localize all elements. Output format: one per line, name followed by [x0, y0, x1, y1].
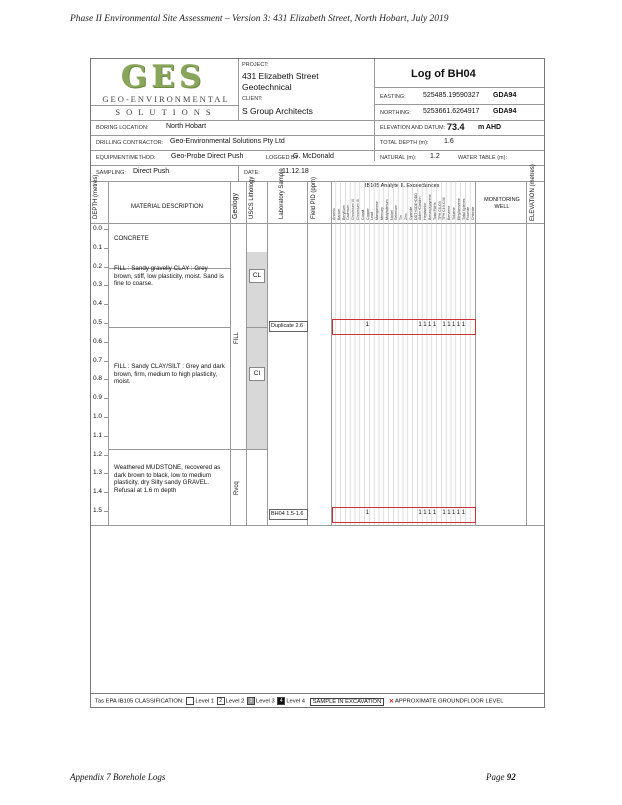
- depth-tick-mark: [104, 398, 108, 399]
- analyte-name: DDT+DDE+DDD: [413, 193, 418, 220]
- exceedance-mark: 1: [365, 510, 369, 516]
- elev-label: ELEVATION AND DATUM:: [380, 125, 446, 131]
- col-lab: Laboratory Sample: [279, 168, 285, 219]
- legend-ground: APPROXIMATE GROUNDFLOOR LEVEL: [395, 698, 504, 705]
- depth-tick-mark: [104, 511, 108, 512]
- analyte-name: TPH C10-C36: [442, 197, 447, 220]
- analyte-name: Chromium VI: [351, 199, 356, 220]
- depth-tick-mark: [104, 229, 108, 230]
- uscs-ci: CI: [249, 367, 265, 381]
- analyte-name: Cadmium: [346, 204, 351, 220]
- log-title: Log of BH04: [411, 68, 476, 80]
- analyte-name: Total Xylenes: [461, 198, 466, 220]
- project-line1: 431 Elizabeth Street: [242, 71, 319, 81]
- legend-title: Tas EPA IB105 CLASSIFICATION:: [95, 698, 184, 705]
- northing-label: NORTHING:: [380, 110, 411, 116]
- legend-level4-swatch: 4: [277, 697, 285, 705]
- depth-tick: 1.1: [93, 431, 103, 439]
- analyte-name: TPH C6-C9: [437, 201, 442, 220]
- layer-concrete: CONCRETE: [114, 235, 149, 242]
- water-table-label: WATER TABLE (m):: [458, 155, 507, 161]
- depth-tick: 0.3: [93, 281, 103, 289]
- depth-tick-mark: [104, 473, 108, 474]
- logged-label: LOGGED BY: [266, 155, 299, 161]
- legend-level3: Level 3: [255, 698, 275, 705]
- depth-tick-mark: [104, 492, 108, 493]
- legend-level1: Level 1: [195, 698, 215, 705]
- depth-tick: 1.2: [93, 450, 103, 458]
- geology-fill: FILL: [234, 331, 240, 344]
- analyte-name: Barium: [336, 208, 341, 220]
- depth-tick-mark: [104, 361, 108, 362]
- col-pid: Field PID (ppm): [311, 176, 317, 219]
- depth-tick: 1.5: [93, 507, 103, 514]
- analyte-name: Ethylbenzene: [456, 198, 461, 220]
- legend-level3-swatch: 3: [247, 697, 255, 705]
- natural-value: 1.2: [430, 153, 440, 160]
- project-line2: Geotechnical: [242, 82, 292, 92]
- layer-fill-clay: FILL : Sandy gravelly CLAY : Grey brown, stiff, low plasticity, moist. Sand is fine to coarse.: [114, 265, 224, 288]
- analyte-name: Beryllium: [341, 205, 346, 220]
- borehole-log-sheet: [90, 58, 545, 708]
- depth-tick: 0.8: [93, 375, 103, 383]
- natural-label: NATURAL (m):: [380, 155, 417, 161]
- exceedance-mark: 1: [442, 510, 446, 516]
- legend-level1-swatch: [186, 697, 194, 705]
- footer-page: [486, 772, 516, 782]
- col-exceed: IB105 Analyte IL Exceedances: [365, 183, 440, 189]
- easting-value: 525485.19590327: [423, 92, 480, 99]
- northing-value: 5253661.6264917: [423, 108, 480, 115]
- depth-tick: 0.4: [93, 300, 103, 308]
- legend-level2: Level 2: [225, 698, 245, 705]
- depth-tick-mark: [104, 304, 108, 305]
- exceedance-mark: 1: [442, 322, 446, 328]
- analyte-name: Nickel: [389, 210, 394, 220]
- client-value: S Group Architects: [242, 106, 313, 116]
- analyte-name: Zinc: [404, 213, 408, 220]
- depth-tick-mark: [104, 417, 108, 418]
- analyte-name: Benzo(a)pyrene: [428, 194, 432, 220]
- elev-unit: m AHD: [478, 124, 502, 131]
- geology-rock: Rvcq: [234, 481, 240, 495]
- elev-value: 73.4: [447, 122, 465, 132]
- layer-fill-silt: FILL : Sandy CLAY/SILT : Grey and dark brown, firm, medium to high plasticity, moist.: [114, 363, 225, 386]
- contractor-label: DRILLING CONTRACTOR:: [96, 140, 164, 146]
- northing-datum: GDA94: [493, 108, 517, 115]
- project-label: PROJECT:: [242, 62, 269, 68]
- analyte-name: Cyanide: [408, 206, 413, 220]
- analyte-name: Fluoride: [466, 207, 471, 220]
- sample-bh04: BH04 1.5-1.6: [269, 509, 308, 520]
- depth-tick: 0.1: [93, 243, 103, 251]
- depth-tick-mark: [104, 342, 108, 343]
- exceedance-mark: 1: [447, 322, 451, 328]
- logo-line2: SOLUTIONS: [115, 107, 217, 117]
- date-value: 11.12.18: [282, 168, 309, 175]
- analyte-name: Manganese: [375, 201, 380, 220]
- legend-level4: Level 4: [286, 698, 306, 705]
- analyte-name: Mercury: [380, 207, 384, 220]
- exceedance-mark: 1: [456, 510, 461, 516]
- analyte-name: Chloride: [471, 206, 476, 220]
- depth-tick: 1.0: [93, 413, 103, 420]
- exceedance-mark: 1: [365, 322, 369, 328]
- col-depth: DEPTH (metres): [93, 174, 99, 219]
- col-geology: Geology: [232, 192, 239, 219]
- uscs-cl: CL: [249, 269, 265, 283]
- analyte-name: Selenium: [394, 205, 399, 220]
- depth-tick: 1.4: [93, 488, 103, 496]
- depth-tick: 0.9: [93, 394, 103, 402]
- col-elevation: ELEVATION (metres): [530, 164, 536, 221]
- analyte-name: Copper: [365, 208, 370, 220]
- depth-tick: 0.0: [93, 225, 103, 232]
- analyte-name: Lead: [370, 212, 375, 220]
- exceedance-mark: 1: [423, 510, 427, 516]
- col-material: MATERIAL DESCRIPTION: [131, 204, 204, 210]
- exceedance-mark: 1: [432, 322, 437, 328]
- total-depth-label: TOTAL DEPTH (m):: [380, 140, 429, 146]
- sample-duplicate: Duplicate 2.6: [269, 321, 308, 332]
- sampling-label: SAMPLING:: [96, 170, 126, 176]
- depth-tick-mark: [104, 248, 108, 249]
- analyte-name: Cobalt: [360, 209, 365, 220]
- depth-tick: 0.2: [93, 262, 103, 270]
- footer-left: Appendix 7 Borehole Logs: [70, 772, 166, 782]
- logo-ges: GES: [120, 59, 206, 95]
- exceedance-mark: 1: [432, 510, 437, 516]
- easting-label: EASTING:: [380, 94, 406, 100]
- legend: [95, 697, 504, 705]
- analyte-name: Aldrin+Dieldrin: [418, 196, 423, 220]
- depth-tick: 0.6: [93, 337, 103, 345]
- col-uscs: USCS Lithology: [249, 176, 255, 219]
- legend-level2-swatch: 2: [217, 697, 225, 705]
- exceedance-mark: 1: [452, 510, 456, 516]
- analyte-name: Chromium III: [356, 199, 360, 220]
- depth-tick-mark: [104, 323, 108, 324]
- exceedance-mark: 1: [418, 322, 422, 328]
- easting-datum: GDA94: [493, 92, 517, 99]
- boring-value: North Hobart: [166, 123, 207, 130]
- exceedance-mark: 1: [428, 322, 432, 328]
- close-x-icon: ✕: [388, 698, 394, 705]
- exceedance-mark: 1: [461, 322, 465, 328]
- depth-tick-mark: [104, 379, 108, 380]
- depth-tick-mark: [104, 285, 108, 286]
- analyte-name: Total PAHs: [432, 202, 437, 220]
- footer-page-num: 92: [506, 772, 516, 782]
- exceedance-mark: 1: [447, 510, 451, 516]
- col-well: MONITORING WELL: [484, 197, 520, 210]
- equipment-label: EQUIPMENT/METHOD:: [96, 155, 156, 161]
- exceedance-mark: 1: [418, 510, 422, 516]
- analyte-name: Heptachlor: [423, 202, 428, 220]
- analyte-name: Toluene: [452, 207, 456, 220]
- depth-tick: 0.7: [93, 356, 103, 364]
- analyte-name: Molybdenum: [384, 199, 389, 220]
- exceedance-mark: 1: [461, 510, 465, 516]
- analyte-grid: [331, 181, 475, 525]
- boring-label: BORING LOCATION:: [96, 125, 149, 131]
- analyte-name: Benzene: [447, 205, 452, 220]
- depth-tick: 1.3: [93, 469, 103, 477]
- layer-mudstone: Weathered MUDSTONE, recovered as dark brown to black, low to medium plasticity, dry Silty sandy GRAVEL. Refusal at 1.6 m depth: [114, 464, 221, 494]
- logo-line1: GEO-ENVIRONMENTAL: [102, 94, 230, 104]
- legend-sample: SAMPLE IN EXCAVATION: [310, 698, 385, 706]
- depth-tick: 0.5: [93, 319, 103, 326]
- sampling-value: Direct Push: [133, 168, 170, 175]
- logged-value: G. McDonald: [293, 153, 334, 160]
- depth-tick-mark: [104, 455, 108, 456]
- contractor-value: Geo-Environmental Solutions Pty Ltd: [170, 138, 285, 145]
- exceedance-mark: 1: [423, 322, 427, 328]
- equipment-value: Geo-Probe Direct Push: [171, 153, 244, 160]
- total-depth-value: 1.6: [444, 138, 454, 145]
- client-label: CLIENT:: [242, 96, 263, 102]
- analyte-name: Arsenic: [332, 208, 336, 220]
- page-header: Phase II Environmental Site Assessment – Version 3: 431 Elizabeth Street, North Hobart, July 2019: [70, 14, 449, 24]
- depth-tick-mark: [104, 436, 108, 437]
- analyte-name: Tin: [399, 215, 404, 220]
- footer-page-label: Page: [486, 772, 505, 782]
- exceedance-mark: 1: [428, 510, 432, 516]
- exceedance-mark: 1: [452, 322, 456, 328]
- exceedance-mark: 1: [456, 322, 461, 328]
- date-label: DATE:: [244, 170, 260, 176]
